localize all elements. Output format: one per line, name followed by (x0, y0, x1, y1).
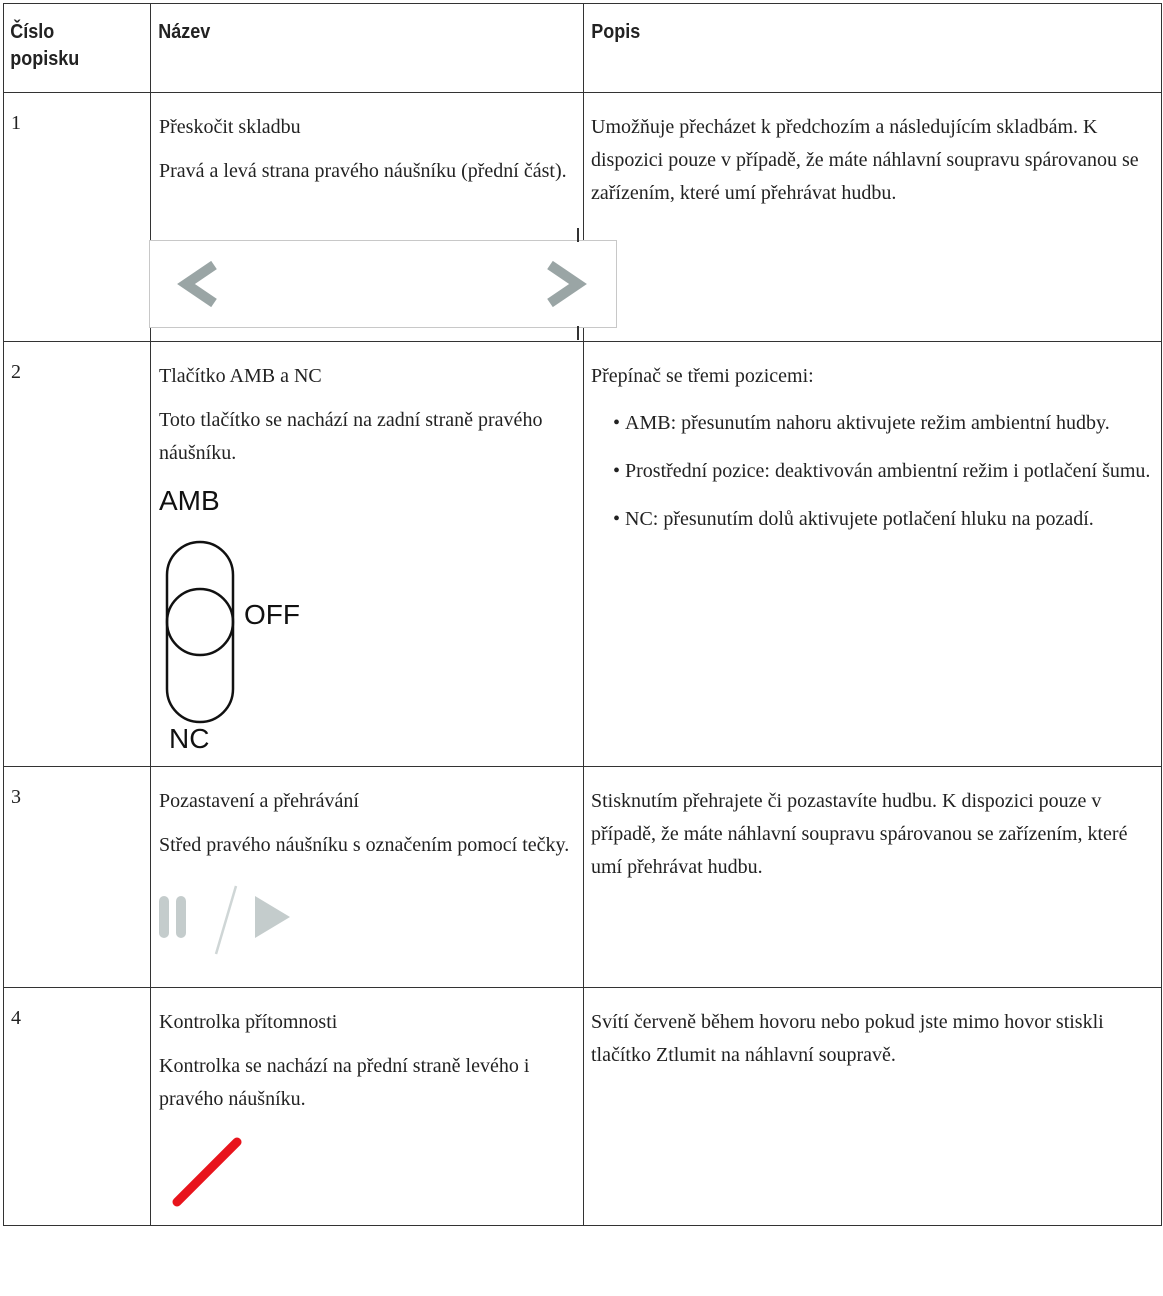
bullet: • (613, 508, 621, 530)
control-location: Pravá a levá strana pravého náušníku (přední část). (159, 160, 567, 182)
header-description: Popis (584, 4, 1162, 93)
table-row (4, 93, 1162, 342)
table-row (4, 342, 1162, 767)
control-description: Svítí červeně během hovoru nebo pokud jste mimo hovor stiskli tlačítko Ztlumit na náhlavní soupravě. (591, 1011, 1104, 1066)
control-name: Pozastavení a přehrávání (159, 790, 359, 812)
amb-nc-switch-icon (157, 484, 357, 764)
control-description: Stisknutím přehrajete či pozastavíte hudbu. K dispozici pouze v případě, že máte náhlavní soupravu spárovanou se zařízením, které umí přehrávat hudbu. (591, 790, 1128, 878)
headset-controls-table (3, 3, 1162, 1226)
control-description: Přepínač se třemi pozicemi: (591, 365, 814, 387)
control-name: Tlačítko AMB a NC (159, 365, 322, 387)
control-location: Kontrolka se nachází na přední straně levého i pravého náušníku. (159, 1055, 530, 1110)
option-list (591, 407, 1151, 536)
control-name: Kontrolka přítomnosti (159, 1011, 338, 1033)
row-description-cell (584, 342, 1162, 767)
list-item: • Prostřední pozice: deaktivován ambientní režim i potlačení šumu. (613, 455, 1151, 488)
table-row (4, 767, 1162, 988)
row-number-cell: 2 (4, 342, 151, 767)
switch-label-off: OFF (244, 599, 300, 630)
column-divider (577, 228, 579, 242)
pause-play-icon (159, 878, 583, 969)
bullet: • (613, 460, 621, 482)
row-name-cell (151, 342, 584, 767)
row-description-cell (584, 988, 1162, 1226)
control-name: Přeskočit skladbu (159, 116, 301, 138)
row-number-cell: 1 (4, 93, 151, 342)
column-divider (577, 326, 579, 340)
row-description-cell (584, 767, 1162, 988)
header-name: Název (151, 4, 584, 93)
switch-label-nc: NC (169, 723, 210, 754)
header-number: Číslo popisku (4, 4, 151, 93)
table-row (4, 988, 1162, 1226)
control-location: Toto tlačítko se nachází na zadní straně pravého náušníku. (159, 409, 543, 464)
table-header-row (4, 4, 1162, 93)
skip-arrows-icon (149, 240, 617, 328)
control-location: Střed pravého náušníku s označením pomocí tečky. (159, 834, 570, 856)
row-description-cell (584, 93, 1162, 342)
row-name-cell (151, 767, 584, 988)
switch-label-amb: AMB (159, 485, 220, 516)
row-name-cell (151, 93, 584, 342)
control-description: Umožňuje přecházet k předchozím a následujícím skladbám. K dispozici pouze v případě, že máte náhlavní soupravu spárovanou se zařízením, které umí přehrávat hudbu. (591, 116, 1139, 204)
row-number-cell: 3 (4, 767, 151, 988)
row-name-cell (151, 988, 584, 1226)
presence-led-icon (163, 1134, 583, 1225)
row-number-cell: 4 (4, 988, 151, 1226)
list-item: • NC: přesunutím dolů aktivujete potlačení hluku na pozadí. (613, 503, 1151, 536)
list-item: • AMB: přesunutím nahoru aktivujete režim ambientní hudby. (613, 407, 1151, 440)
bullet: • (613, 412, 621, 434)
